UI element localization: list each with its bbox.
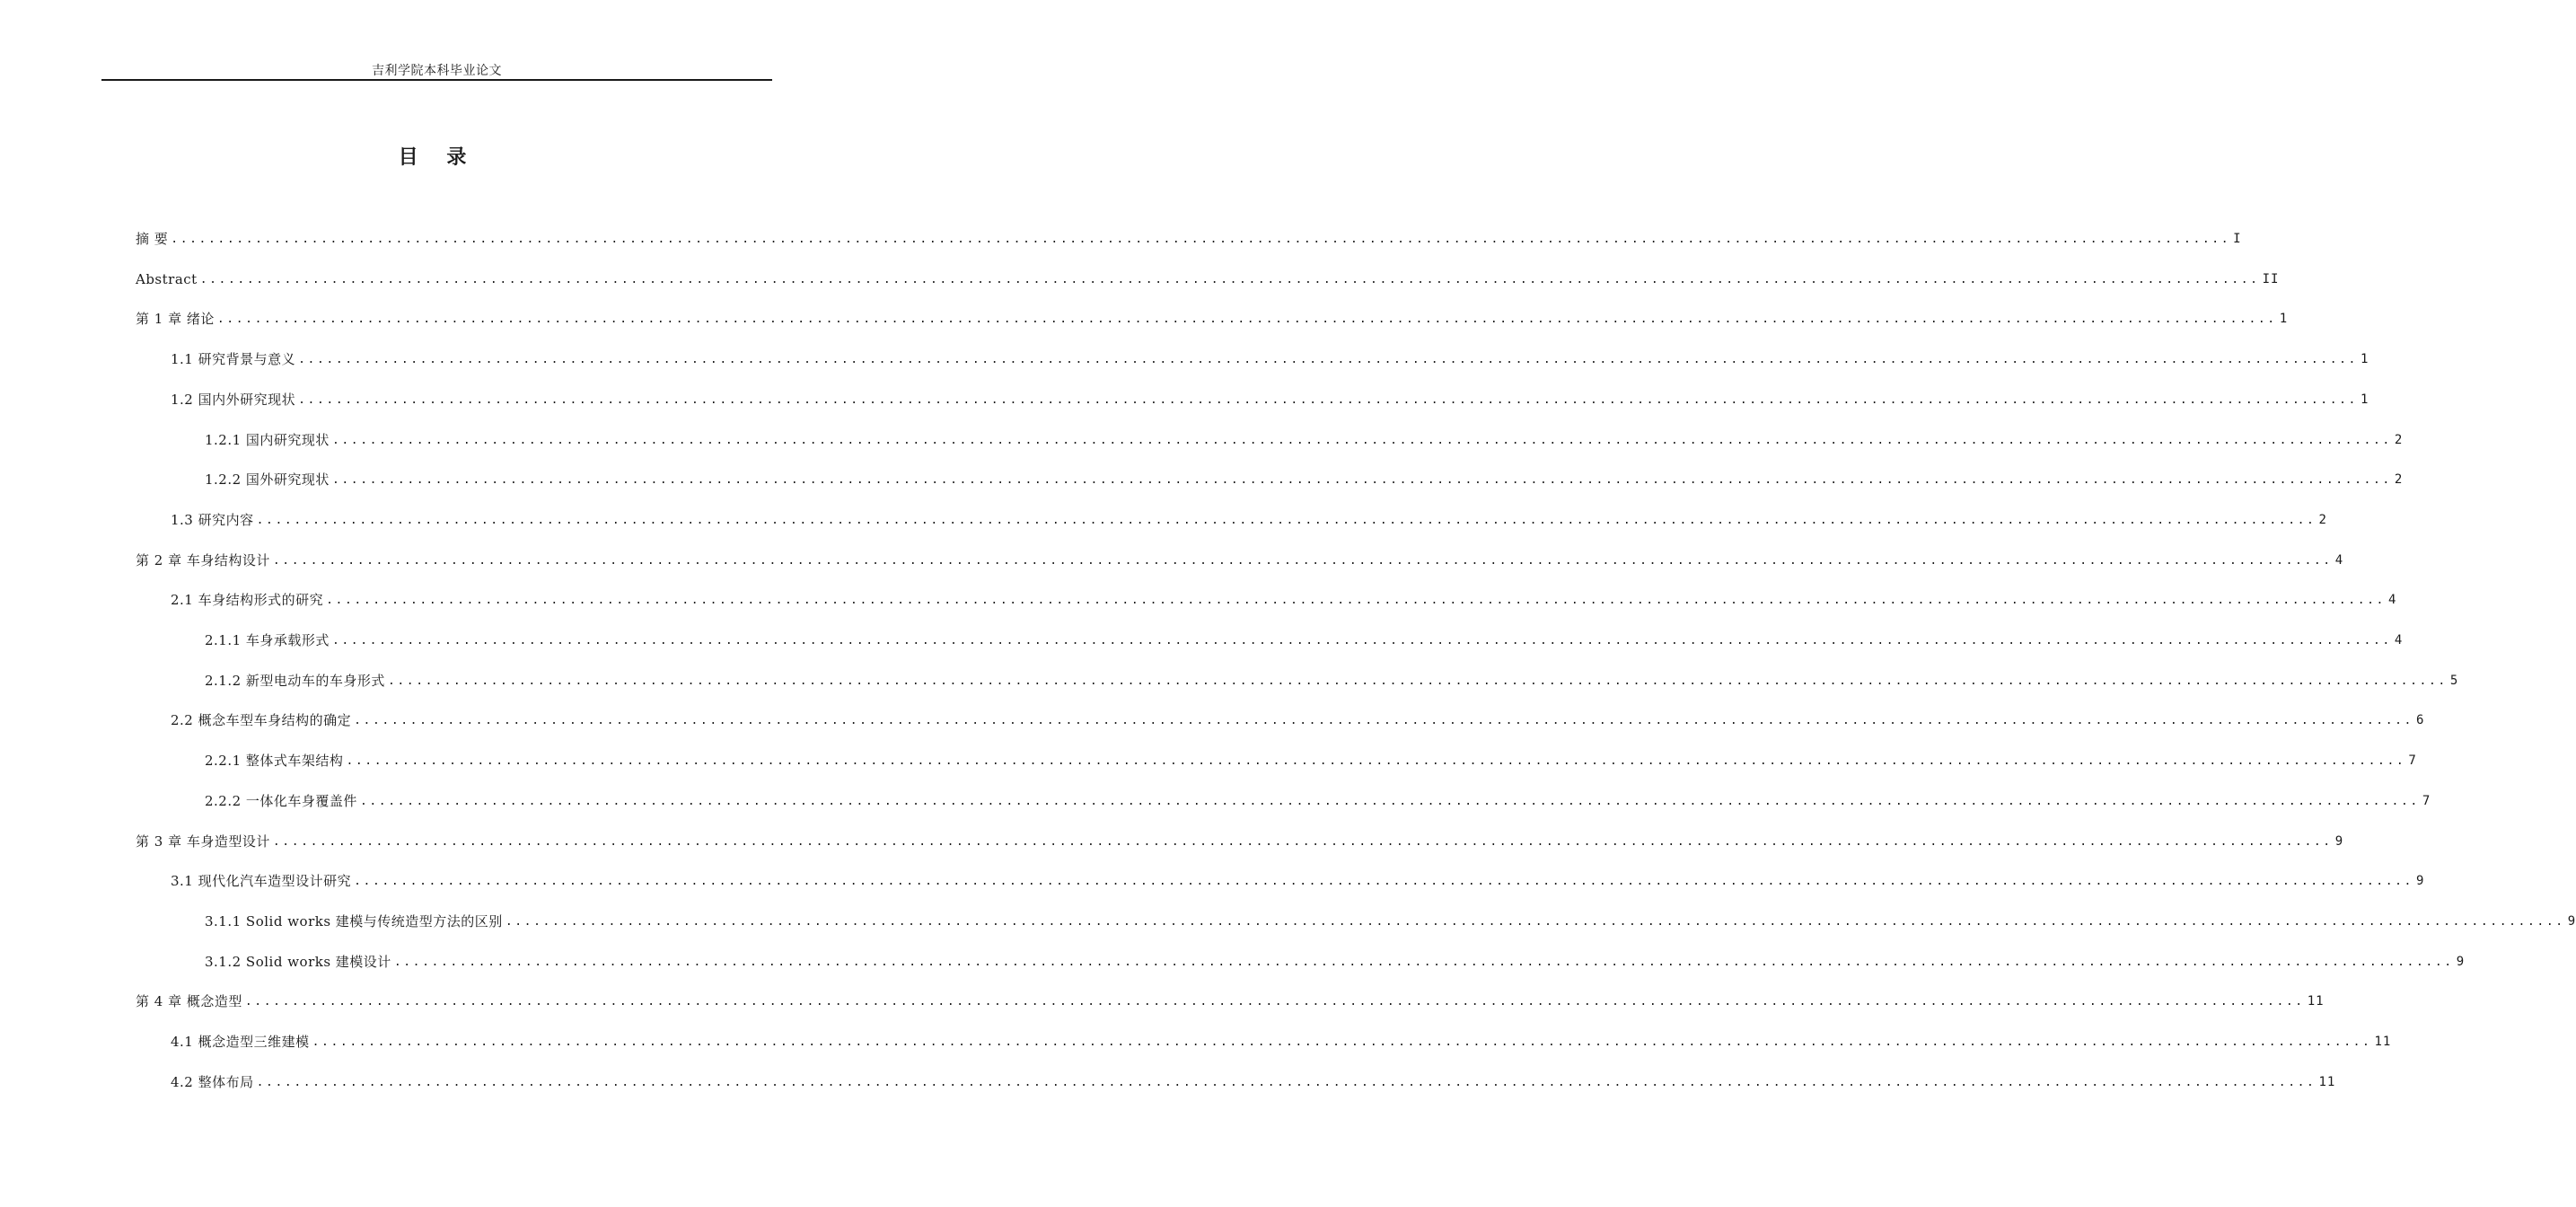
toc-entry-page-number: I bbox=[2233, 232, 2242, 246]
toc-dot-leader: ............................................................................................................................................................................................................................ bbox=[331, 634, 2392, 648]
toc-dot-leader: ............................................................................................................................................................................................................................ bbox=[244, 995, 2305, 1009]
toc-dot-leader: ............................................................................................................................................................................................................................ bbox=[171, 233, 2231, 246]
toc-entry-page-number: 4 bbox=[2334, 553, 2344, 568]
toc-entry-label: 2.1 车身结构形式的研究 bbox=[171, 592, 324, 608]
toc-entry-label: 第 1 章 绪论 bbox=[136, 311, 215, 327]
toc-entry-page-number: 11 bbox=[2374, 1035, 2392, 1049]
toc-entry[interactable] bbox=[136, 269, 2280, 290]
toc-dot-leader: ............................................................................................................................................................................................................................ bbox=[272, 554, 2333, 568]
toc-entry-page-number: 1 bbox=[2361, 352, 2369, 366]
toc-entry-label: 2.1.2 新型电动车的车身形式 bbox=[205, 673, 385, 689]
toc-entry[interactable] bbox=[136, 831, 2344, 852]
toc-entry-page-number: 9 bbox=[2416, 874, 2425, 888]
toc-entry-label: 2.2.2 一体化车身覆盖件 bbox=[205, 793, 357, 809]
toc-entry-page-number: 1 bbox=[2279, 312, 2289, 326]
toc-entry-page-number: 7 bbox=[2422, 794, 2431, 808]
toc-entry-page-number: 11 bbox=[2307, 994, 2325, 1009]
toc-entry[interactable] bbox=[136, 991, 2325, 1012]
toc-entry-page-number: 2 bbox=[2394, 433, 2404, 447]
toc-entry-page-number: 5 bbox=[2449, 674, 2459, 688]
toc-entry-page-number: 4 bbox=[2394, 633, 2404, 648]
toc-dot-leader: ............................................................................................................................................................................................................................ bbox=[199, 273, 2260, 286]
toc-dot-leader: ............................................................................................................................................................................................................................ bbox=[298, 353, 2358, 366]
toc-entry-label: 3.1.1 Solid works 建模与传统造型方法的区别 bbox=[205, 913, 503, 929]
toc-entry-label: 第 2 章 车身结构设计 bbox=[136, 552, 270, 568]
toc-entry[interactable] bbox=[171, 1031, 2392, 1053]
toc-entry-page-number: 9 bbox=[2567, 914, 2576, 929]
toc-entry-label: 4.2 整体布局 bbox=[171, 1074, 254, 1090]
toc-dot-leader: ............................................................................................................................................................................................................................ bbox=[331, 473, 2392, 487]
toc-entry-page-number: 7 bbox=[2408, 753, 2417, 768]
toc-entry-page-number: 11 bbox=[2318, 1075, 2336, 1089]
toc-entry-label: 第 3 章 车身造型设计 bbox=[136, 833, 270, 850]
toc-dot-leader: ............................................................................................................................................................................................................................ bbox=[216, 313, 2277, 326]
toc-entry-page-number: 6 bbox=[2416, 713, 2425, 727]
toc-dot-leader: ............................................................................................................................................................................................................................ bbox=[256, 1076, 2317, 1089]
toc-entry[interactable] bbox=[205, 630, 2404, 651]
toc-entry-label: 3.1 现代化汽车造型设计研究 bbox=[171, 873, 352, 889]
toc-dot-leader: ............................................................................................................................................................................................................................ bbox=[326, 594, 2386, 607]
toc-dot-leader: ............................................................................................................................................................................................................................ bbox=[331, 434, 2392, 447]
toc-entry[interactable] bbox=[171, 348, 2369, 370]
toc-entry[interactable] bbox=[205, 429, 2404, 451]
toc-entry[interactable] bbox=[171, 870, 2425, 892]
toc-dot-leader: ............................................................................................................................................................................................................................ bbox=[298, 393, 2358, 407]
toc-entry-label: 摘 要 bbox=[136, 231, 169, 247]
toc-entry-page-number: 2 bbox=[2318, 513, 2327, 527]
toc-dot-leader: ............................................................................................................................................................................................................................ bbox=[256, 514, 2317, 527]
toc-entry[interactable] bbox=[205, 911, 2576, 932]
toc-entry-page-number: 9 bbox=[2456, 955, 2466, 969]
toc-entry[interactable] bbox=[171, 589, 2397, 611]
toc-dot-leader: ............................................................................................................................................................................................................................ bbox=[346, 754, 2406, 768]
toc-entry[interactable] bbox=[171, 709, 2425, 731]
toc-entry-page-number: II bbox=[2262, 272, 2280, 286]
toc-entry-label: 2.1.1 车身承载形式 bbox=[205, 632, 330, 648]
toc-dot-leader: ............................................................................................................................................................................................................................ bbox=[387, 674, 2448, 688]
toc-dot-leader: ............................................................................................................................................................................................................................ bbox=[359, 795, 2420, 808]
toc-entry-label: 2.2 概念车型车身结构的确定 bbox=[171, 712, 352, 728]
toc-entry[interactable] bbox=[205, 790, 2431, 812]
toc-entry-page-number: 9 bbox=[2334, 834, 2344, 849]
toc-entry-page-number: 2 bbox=[2394, 472, 2404, 487]
toc-dot-leader: ............................................................................................................................................................................................................................ bbox=[354, 714, 2413, 727]
toc-entry[interactable] bbox=[171, 389, 2369, 410]
toc-dot-leader: ............................................................................................................................................................................................................................ bbox=[312, 1035, 2372, 1049]
toc-entry[interactable] bbox=[205, 750, 2417, 771]
toc-entry[interactable] bbox=[136, 550, 2344, 571]
toc-entry-label: Abstract bbox=[136, 271, 198, 287]
toc-entry[interactable] bbox=[205, 469, 2404, 490]
toc-entry[interactable] bbox=[171, 509, 2327, 531]
toc-entry-label: 4.1 概念造型三维建模 bbox=[171, 1034, 310, 1050]
toc-entry[interactable] bbox=[136, 308, 2289, 330]
toc-dot-leader: ............................................................................................................................................................................................................................ bbox=[393, 956, 2454, 969]
toc-entry[interactable] bbox=[205, 670, 2459, 692]
toc-entry-label: 1.2.1 国内研究现状 bbox=[205, 432, 330, 448]
toc-entry-label: 1.3 研究内容 bbox=[171, 512, 254, 528]
toc-entry-label: 1.2.2 国外研究现状 bbox=[205, 471, 330, 488]
toc-entry-label: 3.1.2 Solid works 建模设计 bbox=[205, 954, 391, 970]
toc-entry-page-number: 1 bbox=[2361, 392, 2369, 407]
toc-entry-label: 2.2.1 整体式车架结构 bbox=[205, 753, 344, 769]
toc-entry[interactable] bbox=[171, 1071, 2336, 1093]
toc-entry[interactable] bbox=[136, 228, 2242, 250]
toc-entry-page-number: 4 bbox=[2388, 593, 2397, 607]
toc-dot-leader: ............................................................................................................................................................................................................................ bbox=[505, 915, 2565, 929]
toc-title: 目 录 bbox=[398, 145, 478, 169]
toc-entry-label: 1.1 研究背景与意义 bbox=[171, 351, 296, 367]
toc-entry[interactable] bbox=[205, 951, 2466, 973]
running-header: 吉利学院本科毕业论文 bbox=[372, 64, 502, 78]
toc-entry-label: 1.2 国内外研究现状 bbox=[171, 392, 296, 408]
toc-dot-leader: ............................................................................................................................................................................................................................ bbox=[272, 835, 2333, 849]
toc-dot-leader: ............................................................................................................................................................................................................................ bbox=[354, 875, 2413, 888]
toc-entry-label: 第 4 章 概念造型 bbox=[136, 993, 242, 1009]
